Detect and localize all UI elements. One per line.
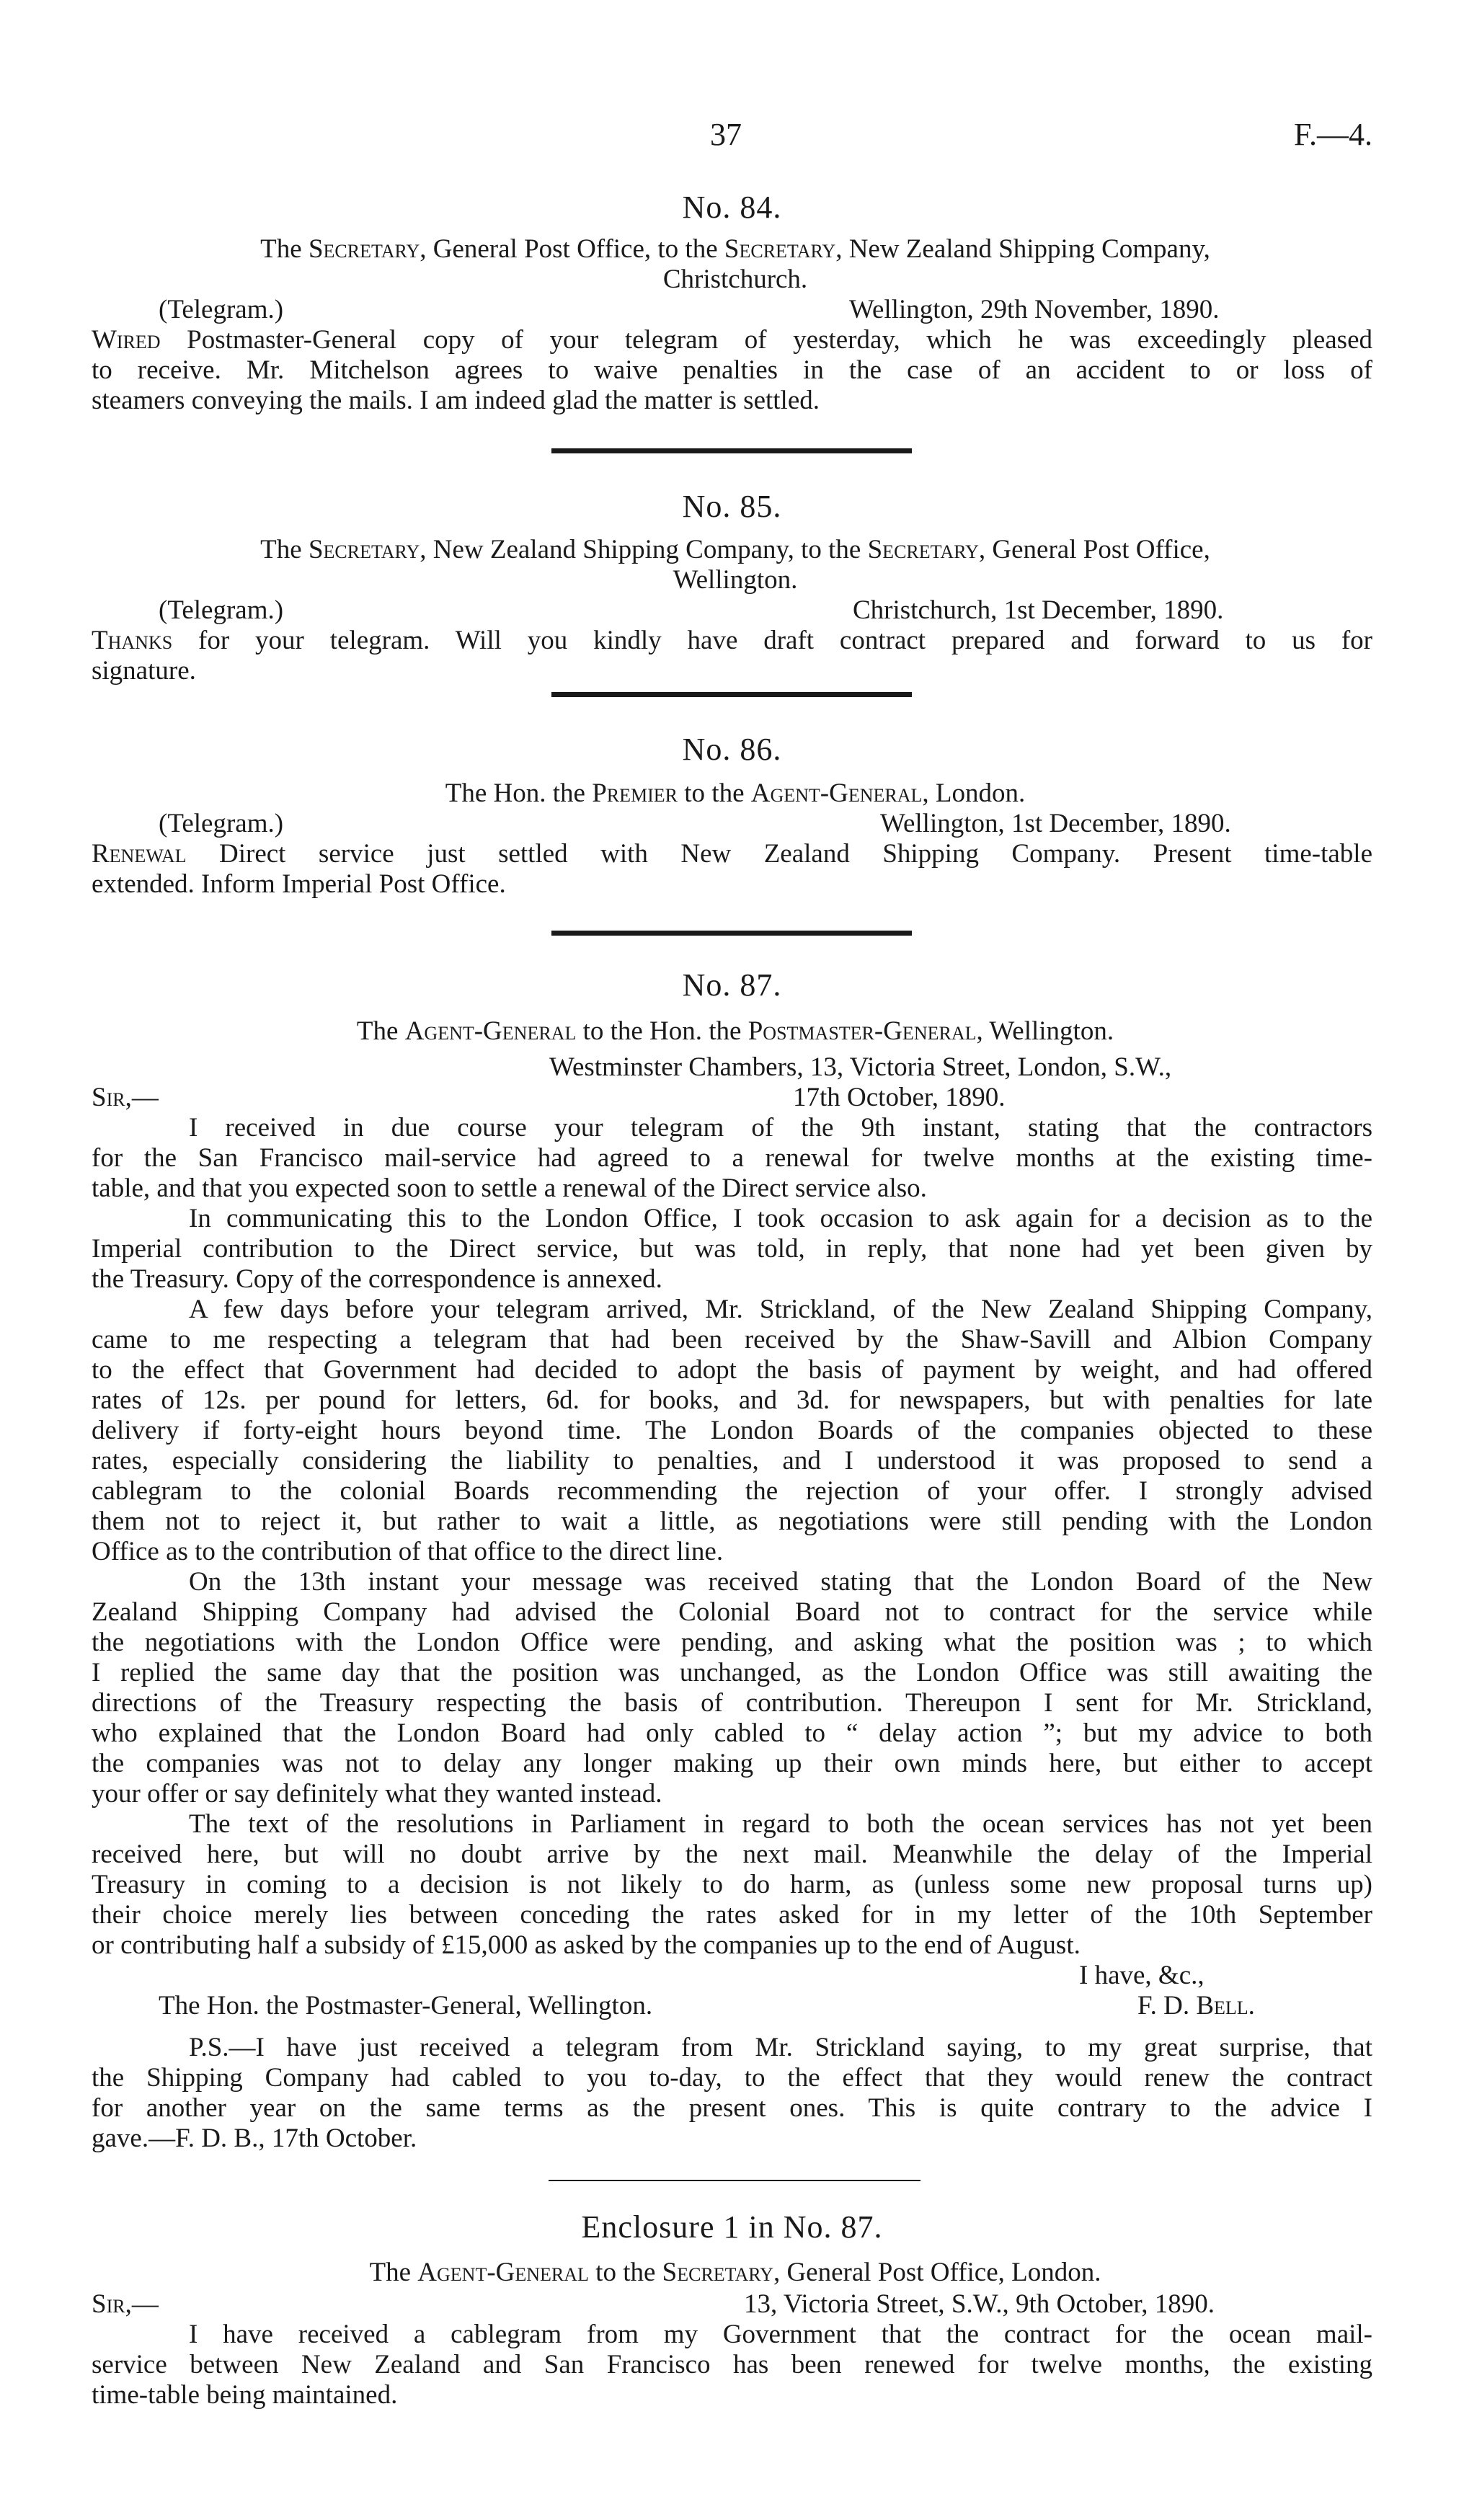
no87-p4-line: who explained that the London Board had only cabled to “ delay action ”; but my advice to both: [92, 1718, 1372, 1748]
no86-telegram-label: (Telegram.): [159, 809, 284, 838]
no87-p4-line: On the 13th instant your message was received stating that the London Board of the New: [189, 1567, 1372, 1597]
no86-title: No. 86.: [682, 732, 782, 767]
no87-p5-line: Treasury in coming to a decision is not likely to do harm, as (unless some new proposal turns up): [92, 1870, 1372, 1899]
section-divider: [551, 692, 912, 697]
enclosure1-title: Enclosure 1 in No. 87.: [581, 2209, 883, 2245]
no87-title: No. 87.: [682, 967, 782, 1003]
no87-p5-line: The text of the resolutions in Parliament in regard to both the ocean services has not yet been: [189, 1809, 1372, 1839]
no85-line-1: Thanks for your telegram. Will you kindly have draft contract prepared and forward to us for: [92, 626, 1373, 655]
no84-line-3: steamers conveying the mails. I am indeed glad the matter is settled.: [92, 386, 820, 415]
no87-p5-line: or contributing half a subsidy of £15,000 as asked by the companies up to the end of August.: [92, 1930, 1081, 1960]
no87-ps-line: the Shipping Company had cabled to you to-day, to the effect that they would renew the contract: [92, 2063, 1372, 2093]
section-divider: [549, 2180, 920, 2181]
no84-address-line-2: Christchurch.: [662, 265, 808, 294]
no87-p3-line: rates of 12s. per pound for letters, 6d. for books, and 3d. for newspapers, but with penalties for late: [92, 1385, 1372, 1415]
section-divider: [551, 931, 912, 936]
enclosure1-line: I have received a cablegram from my Government that the contract for the ocean mail-: [189, 2320, 1372, 2349]
no87-p3-line: rates, especially considering the liability to penalties, and I understood it was proposed to send a: [92, 1446, 1372, 1476]
enclosure1-address: The Agent-General to the Secretary, General Post Office, London.: [369, 2258, 1101, 2287]
no87-p1-line: I received in due course your telegram of the 9th instant, stating that the contractors: [189, 1113, 1372, 1143]
no87-p3-line: cablegram to the colonial Boards recommending the rejection of your offer. I strongly advised: [92, 1476, 1372, 1506]
document-reference: F.—4.: [1294, 117, 1372, 152]
section-divider: [551, 448, 912, 453]
no87-ps-line: P.S.—I have just received a telegram from Mr. Strickland saying, to my great surprise, that: [189, 2033, 1372, 2062]
no87-p4-line: Zealand Shipping Company had advised the Colonial Board not to contract for the service while: [92, 1597, 1372, 1627]
enclosure1-salutation: Sir,—: [92, 2289, 159, 2319]
no87-p3-line: came to me respecting a telegram that had been received by the Shaw-Savill and Albion Company: [92, 1325, 1372, 1354]
no87-p3-line: them not to reject it, but rather to wait a little, as negotiations were still pending with the London: [92, 1507, 1372, 1536]
no87-p4-line: your offer or say definitely what they wanted instead.: [92, 1779, 662, 1809]
no87-p4-line: I replied the same day that the position was unchanged, as the London Office was still awaiting the: [92, 1658, 1372, 1687]
no84-title: No. 84.: [682, 190, 782, 225]
no87-location: Westminster Chambers, 13, Victoria Street, London, S.W.,: [549, 1052, 1172, 1082]
no87-ps-line: for another year on the same terms as the present ones. This is quite contrary to the advice I: [92, 2093, 1372, 2123]
no87-ps-line: gave.—F. D. B., 17th October.: [92, 2124, 417, 2153]
no87-p5-line: their choice merely lies between conceding the rates asked for in my letter of the 10th September: [92, 1900, 1372, 1930]
no85-address-line-2: Wellington.: [673, 565, 798, 595]
enclosure1-line: service between New Zealand and San Francisco has been renewed for twelve months, the existing: [92, 2350, 1372, 2379]
page-number: 37: [710, 117, 742, 152]
no84-date: Wellington, 29th November, 1890.: [849, 295, 1220, 324]
no87-p2-line: Imperial contribution to the Direct service, but was told, in reply, that none had yet been given by: [92, 1234, 1372, 1264]
no87-p4-line: the negotiations with the London Office were pending, and asking what the position was ; to which: [92, 1628, 1372, 1657]
no87-p4-line: the companies was not to delay any longer making up their own minds here, but either to accept: [92, 1749, 1372, 1778]
no87-signature: F. D. Bell.: [1137, 1991, 1255, 2020]
no84-telegram-label: (Telegram.): [159, 295, 284, 324]
no87-salutation: Sir,—: [92, 1083, 159, 1112]
no86-line-2: extended. Inform Imperial Post Office.: [92, 869, 506, 899]
no84-address: The Secretary, General Post Office, to the Secretary, New Zealand Shipping Company,: [260, 234, 1210, 264]
no87-p3-line: to the effect that Government had decided to adopt the basis of payment by weight, and had offered: [92, 1355, 1372, 1385]
no87-address: The Agent-General to the Hon. the Postmaster-General, Wellington.: [356, 1016, 1114, 1046]
no85-address: The Secretary, New Zealand Shipping Company, to the Secretary, General Post Office,: [260, 535, 1210, 564]
no86-address: The Hon. the Premier to the Agent-General, London.: [445, 778, 1026, 808]
no87-closing: I have, &c.,: [1079, 1961, 1205, 1990]
no87-p1-line: table, and that you expected soon to settle a renewal of the Direct service also.: [92, 1174, 927, 1203]
no85-date: Christchurch, 1st December, 1890.: [853, 595, 1224, 625]
no87-addressee: The Hon. the Postmaster-General, Wellington.: [159, 1991, 653, 2020]
no87-date: 17th October, 1890.: [793, 1083, 1006, 1112]
no87-p1-line: for the San Francisco mail-service had agreed to a renewal for twelve months at the existing time-: [92, 1143, 1372, 1173]
no87-p3-line: delivery if forty-eight hours beyond time. The London Boards of the companies objected to these: [92, 1416, 1372, 1445]
no85-title: No. 85.: [682, 489, 782, 524]
no86-date: Wellington, 1st December, 1890.: [880, 809, 1231, 838]
no84-line-2: to receive. Mr. Mitchelson agrees to waive penalties in the case of an accident to or loss of: [92, 355, 1372, 385]
no85-line-2: signature.: [92, 656, 196, 686]
no87-p3-line: A few days before your telegram arrived, Mr. Strickland, of the New Zealand Shipping Company,: [189, 1295, 1372, 1324]
no87-p2-line: the Treasury. Copy of the correspondence is annexed.: [92, 1264, 662, 1294]
no87-p5-line: received here, but will no doubt arrive by the next mail. Meanwhile the delay of the Imperial: [92, 1840, 1372, 1869]
enclosure1-date: 13, Victoria Street, S.W., 9th October, 1890.: [744, 2289, 1215, 2319]
no85-telegram-label: (Telegram.): [159, 595, 284, 625]
enclosure1-line: time-table being maintained.: [92, 2380, 398, 2410]
no87-p4-line: directions of the Treasury respecting the basis of contribution. Thereupon I sent for Mr. Strickland,: [92, 1688, 1372, 1718]
no87-p3-line: Office as to the contribution of that office to the direct line.: [92, 1537, 724, 1566]
no86-line-1: Renewal Direct service just settled with New Zealand Shipping Company. Present time-table: [92, 839, 1372, 869]
no84-line-1: Wired Postmaster-General copy of your telegram of yesterday, which he was exceedingly pleased: [92, 325, 1372, 355]
no87-p2-line: In communicating this to the London Office, I took occasion to ask again for a decision as to the: [189, 1204, 1372, 1233]
